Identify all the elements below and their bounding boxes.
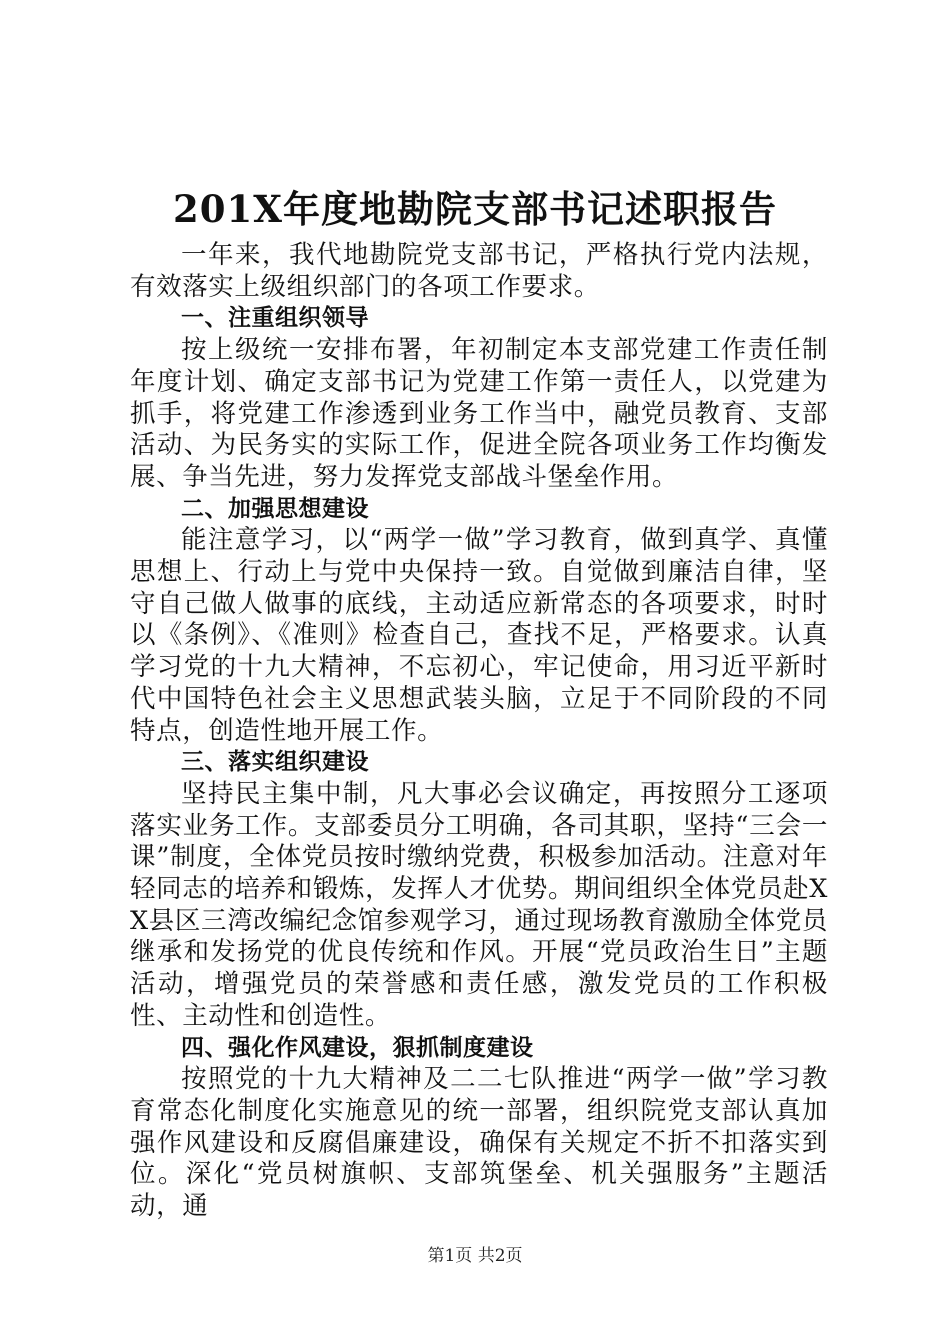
section-heading-3: 三、落实组织建设 — [181, 749, 369, 776]
section-heading-4: 四、强化作风建设，狠抓制度建设 — [181, 1034, 534, 1061]
section-paragraph-2: 能注意学习，以“两学一做”学习教育，做到真学、真懂思想上、行动上与党中央保持一致。自觉做到廉洁自律，坚守自己做人做事的底线，主动适应新常态的各项要求，时时以《条例》、《准则》检查自己，查找不足，严格要求。认真学习党的十九大精神，不忘初心，牢记使命，用习近平新时代中国特色社会主义思想武装头脑，立足于不同阶段的不同特点，创造性地开展工作。 — [130, 525, 828, 746]
document-body — [130, 240, 828, 1223]
section-heading-2: 二、加强思想建设 — [181, 495, 369, 522]
section-paragraph-4: 按照党的十九大精神及二二七队推进“两学一做”学习教育常态化制度化实施意见的统一部署，组织院党支部认真加强作风建设和反腐倡廉建设，确保有关规定不折不扣落实到位。深化“党员树旗帜、支部筑堡垒、机关强服务”主题活动，通 — [130, 1064, 828, 1222]
section-paragraph-1: 按上级统一安排布署，年初制定本支部党建工作责任制年度计划、确定支部书记为党建工作第一责任人，以党建为抓手，将党建工作渗透到业务工作当中，融党员教育、支部活动、为民务实的实际工作，促进全院各项业务工作均衡发展、争当先进，努力发挥党支部战斗堡垒作用。 — [130, 335, 828, 492]
page-footer: 第1页 共2页 — [427, 1246, 523, 1266]
intro-paragraph: 一年来，我代地勘院党支部书记，严格执行党内法规，有效落实上级组织部门的各项工作要求。 — [130, 240, 828, 302]
section-paragraph-3: 坚持民主集中制，凡大事必会议确定，再按照分工逐项落实业务工作。支部委员分工明确，各司其职，坚持“三会一课”制度，全体党员按时缴纳党费，积极参加活动。注意对年轻同志的培养和锻炼，发挥人才优势。期间组织全体党员赴XX县区三湾改编纪念馆参观学习，通过现场教育激励全体党员继承和发扬党的优良传统和作风。开展“党员政治生日”主题活动，增强党员的荣誉感和责任感，激发党员的工作积极性、主动性和创造性。 — [130, 778, 828, 1031]
section-heading-1: 一、注重组织领导 — [181, 305, 369, 332]
document-title: 201X年度地勘院支部书记述职报告 — [173, 187, 777, 231]
